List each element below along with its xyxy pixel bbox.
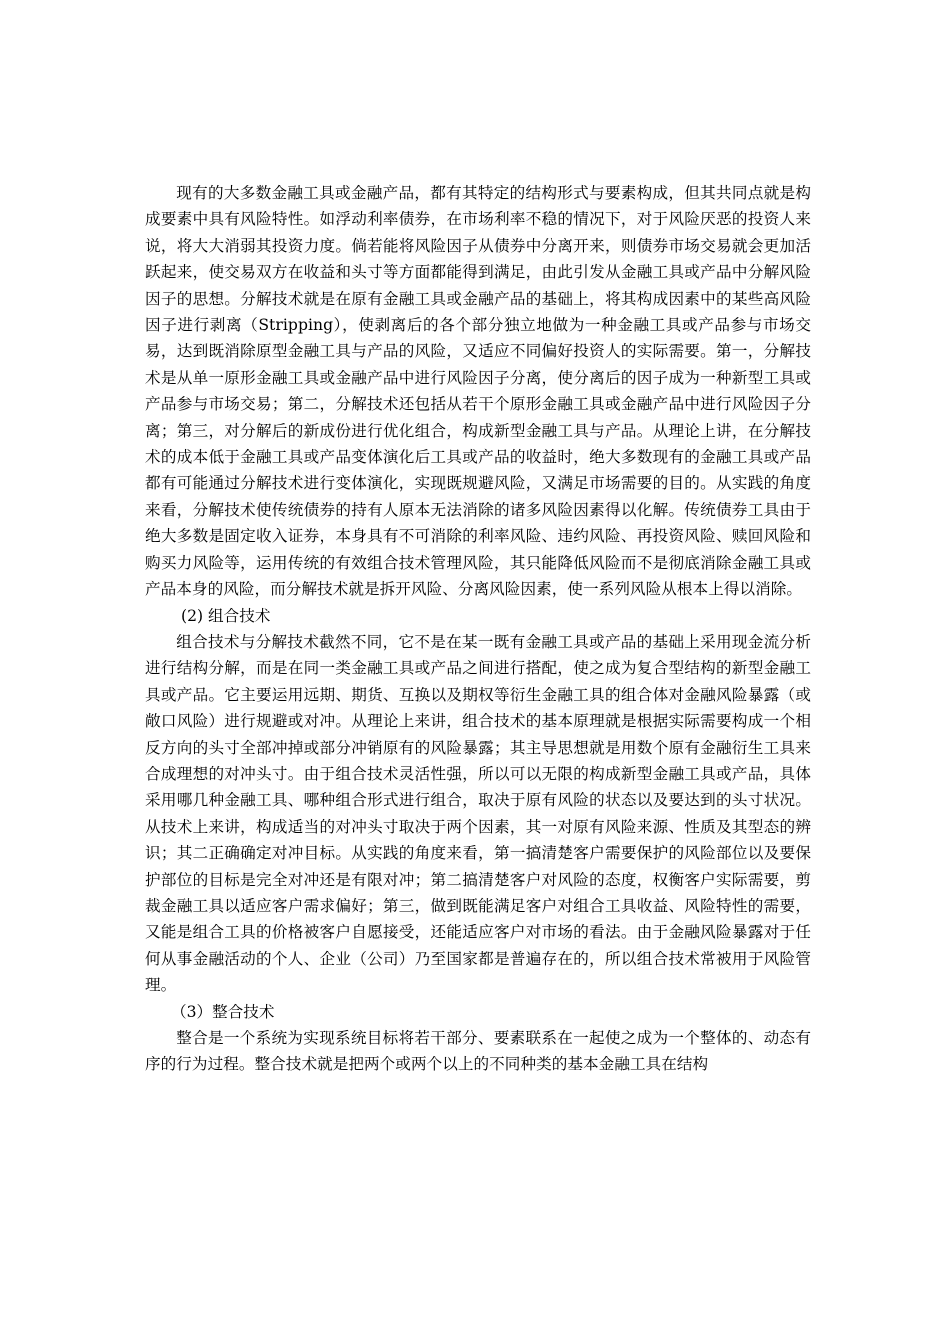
heading-combination-technique: (2) 组合技术 <box>181 606 271 625</box>
heading-integration-technique: （3）整合技术 <box>171 1002 275 1021</box>
document-page <box>145 180 811 1078</box>
paragraph-integration: 整合是一个系统为实现系统目标将若干部分、要素联系在一起使之成为一个整体的、动态有序的行为过程。整合技术就是把两个或两个以上的不同种类的基本金融工具在结构 <box>145 1029 811 1074</box>
paragraph-combination: 组合技术与分解技术截然不同，它不是在某一既有金融工具或产品的基础上采用现金流分析进行结构分解，而是在同一类金融工具或产品之间进行搭配，使之成为复合型结构的新型金融工具或产品。它主要运用远期、期货、互换以及期权等衍生金融工具的组合体对金融风险暴露（或敞口风险）进行规避或对冲。从理论上来讲，组合技术的基本原理就是根据实际需要构成一个相反方向的头寸全部冲掉或部分冲销原有的风险暴露；其主导思想就是用数个原有金融衍生工具来合成理想的对冲头寸。由于组合技术灵活性强，所以可以无限的构成新型金融工具或产品，具体采用哪几种金融工具、哪种组合形式进行组合，取决于原有风险的状态以及要达到的头寸状况。从技术上来讲，构成适当的对冲头寸取决于两个因素，其一对原有风险来源、性质及其型态的辨识；其二正确确定对冲目标。从实践的角度来看，第一搞清楚客户需要保护的风险部位以及要保护部位的目标是完全对冲还是有限对冲；第二搞清楚客户对风险的态度，权衡客户实际需要，剪裁金融工具以适应客户需求偏好；第三，做到既能满足客户对组合工具收益、风险特性的需要，又能是组合工具的价格被客户自愿接受，还能适应客户对市场的看法。由于金融风险暴露对于任何从事金融活动的个人、企业（公司）乃至国家都是普遍存在的，所以组合技术常被用于风险管理。 <box>145 632 811 995</box>
paragraph-decomposition: 现有的大多数金融工具或金融产品，都有其特定的结构形式与要素构成，但其共同点就是构成要素中具有风险特性。如浮动利率债券，在市场利率不稳的情况下，对于风险厌恶的投资人来说，将大大消弱其投资力度。倘若能将风险因子从债券中分离开来，则债券市场交易就会更加活跃起来，使交易双方在收益和头寸等方面都能得到满足，由此引发从金融工具或产品中分解风险因子的思想。分解技术就是在原有金融工具或金融产品的基础上，将其构成因素中的某些高风险因子进行剥离（Stripping），使剥离后的各个部分独立地做为一种金融工具或产品参与市场交易，达到既消除原型金融工具与产品的风险，又适应不同偏好投资人的实际需要。第一，分解技术是从单一原形金融工具或金融产品中进行风险因子分离，使分离后的因子成为一种新型工具或产品参与市场交易；第二，分解技术还包括从若干个原形金融工具或金融产品中进行风险因子分离；第三，对分解后的新成份进行优化组合，构成新型金融工具与产品。从理论上讲，在分解技术的成本低于金融工具或产品变体演化后工具或产品的收益时，绝大多数现有的金融工具或产品都有可能通过分解技术进行变体演化，实现既规避风险，又满足市场需要的目的。从实践的角度来看，分解技术使传统债券的持有人原本无法消除的诸多风险因素得以化解。传统债券工具由于绝大多数是固定收入证券，本身具有不可消除的利率风险、违约风险、再投资风险、赎回风险和购买力风险等，运用传统的有效组合技术管理风险，其只能降低风险而不是彻底消除金融工具或产品本身的风险，而分解技术就是拆开风险、分离风险因素，使一系列风险从根本上得以消除。 <box>145 184 811 599</box>
